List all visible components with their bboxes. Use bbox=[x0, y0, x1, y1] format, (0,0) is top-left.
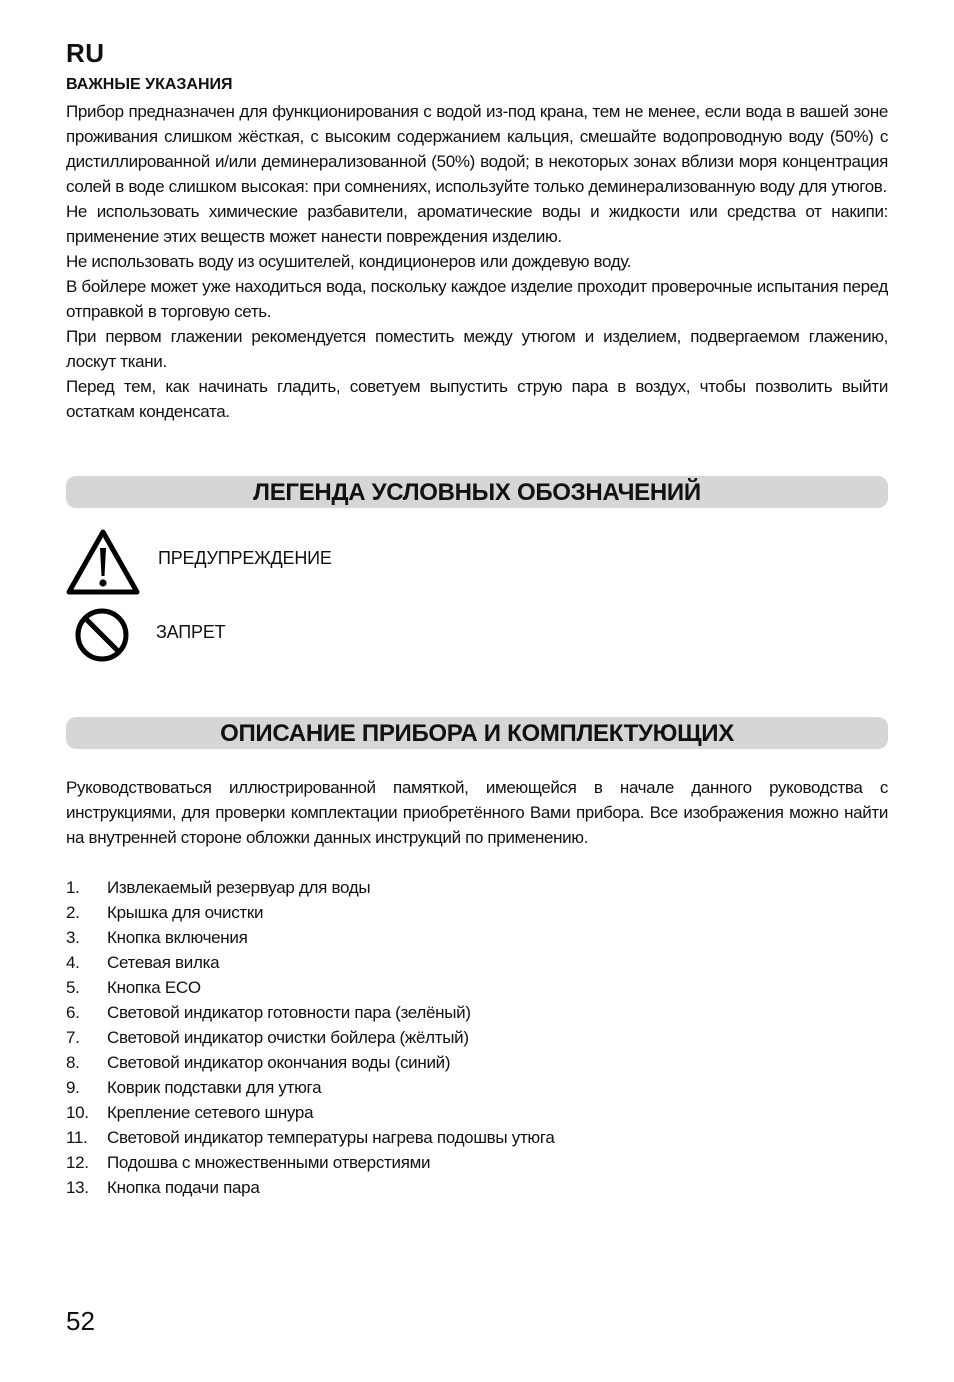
list-item bbox=[66, 1125, 888, 1150]
description-banner: ОПИСАНИЕ ПРИБОРА И КОМПЛЕКТУЮЩИХ bbox=[66, 717, 888, 749]
item-text: Подошва с множественными отверстиями bbox=[107, 1153, 431, 1172]
item-text: Световой индикатор готовности пара (зелёный) bbox=[107, 1003, 471, 1022]
item-text: Крышка для очистки bbox=[107, 903, 264, 922]
item-number: 5. bbox=[66, 978, 80, 997]
item-text: Извлекаемый резервуар для воды bbox=[107, 878, 371, 897]
list-item bbox=[66, 1075, 888, 1100]
item-number: 1. bbox=[66, 878, 80, 897]
list-item bbox=[66, 950, 888, 975]
list-item bbox=[66, 1000, 888, 1025]
list-item bbox=[66, 925, 888, 950]
item-text: Световой индикатор очистки бойлера (жёлтый) bbox=[107, 1028, 469, 1047]
item-text: Кнопка включения bbox=[107, 928, 248, 947]
prohibition-label: ЗАПРЕТ bbox=[156, 621, 226, 642]
item-number: 10. bbox=[66, 1103, 89, 1122]
note-paragraph: В бойлере может уже находиться вода, поскольку каждое изделие проходит проверочные испытания перед отправкой в торговую сеть. bbox=[66, 277, 888, 321]
item-number: 3. bbox=[66, 928, 80, 947]
item-number: 7. bbox=[66, 1028, 80, 1047]
item-text: Кнопка ECO bbox=[107, 978, 201, 997]
note-paragraph: Не использовать воду из осушителей, кондиционеров или дождевую воду. bbox=[66, 252, 632, 271]
components-list bbox=[66, 875, 888, 1200]
item-number: 6. bbox=[66, 1003, 80, 1022]
list-item bbox=[66, 1025, 888, 1050]
legend-banner: ЛЕГЕНДА УСЛОВНЫХ ОБОЗНАЧЕНИЙ bbox=[66, 476, 888, 508]
note-paragraph: При первом глажении рекомендуется поместить между утюгом и изделием, подвергаемом глажению, лоскут ткани. bbox=[66, 327, 888, 371]
list-item bbox=[66, 900, 888, 925]
important-notes bbox=[66, 99, 888, 424]
item-text: Световой индикатор окончания воды (синий) bbox=[107, 1053, 451, 1072]
item-number: 13. bbox=[66, 1178, 89, 1197]
note-paragraph: Не использовать химические разбавители, ароматические воды и жидкости или средства от накипи: применение этих веществ может нанести повреждения изделию. bbox=[66, 202, 888, 246]
description-intro: Руководствоваться иллюстрированной памяткой, имеющейся в начале данного руководства с инструкциями, для проверки комплектации приобретённого Вами прибора. Все изображения можно найти на внутренней стороне обложки данных инструкций по применению. bbox=[66, 778, 888, 847]
section-heading: ВАЖНЫЕ УКАЗАНИЯ bbox=[66, 76, 233, 93]
item-text: Коврик подставки для утюга bbox=[107, 1078, 322, 1097]
legend-warning-row bbox=[66, 528, 332, 596]
prohibition-icon bbox=[66, 607, 140, 663]
page-number: 52 bbox=[66, 1306, 95, 1336]
item-text: Кнопка подачи пара bbox=[107, 1178, 260, 1197]
item-text: Сетевая вилка bbox=[107, 953, 220, 972]
item-number: 8. bbox=[66, 1053, 80, 1072]
list-item bbox=[66, 1150, 888, 1175]
note-paragraph: Прибор предназначен для функционирования с водой из-под крана, тем не менее, если вода в вашей зоне проживания слишком жёсткая, с высоким содержанием кальция, смешайте водопроводную воду (50%) с дистиллированной и/или деминерализованной (50%) водой; в некоторых зонах вблизи моря концентрация солей в воде слишком высокая: при сомнениях, используйте только деминерализованную воду для утюгов. bbox=[66, 102, 888, 196]
warning-triangle-icon bbox=[66, 528, 140, 596]
list-item bbox=[66, 975, 888, 1000]
item-number: 9. bbox=[66, 1078, 80, 1097]
list-item bbox=[66, 1100, 888, 1125]
item-number: 2. bbox=[66, 903, 80, 922]
note-paragraph: Перед тем, как начинать гладить, советуем выпустить струю пара в воздух, чтобы позволить выйти остаткам конденсата. bbox=[66, 377, 888, 421]
item-text: Крепление сетевого шнура bbox=[107, 1103, 314, 1122]
item-number: 11. bbox=[66, 1128, 88, 1147]
legend-prohibition-row bbox=[66, 607, 225, 663]
list-item bbox=[66, 1175, 888, 1200]
item-number: 12. bbox=[66, 1153, 89, 1172]
language-code: RU bbox=[66, 38, 105, 68]
item-text: Световой индикатор температуры нагрева подошвы утюга bbox=[107, 1128, 555, 1147]
list-item bbox=[66, 875, 888, 900]
list-item bbox=[66, 1050, 888, 1075]
warning-label: ПРЕДУПРЕЖДЕНИЕ bbox=[158, 547, 332, 568]
item-number: 4. bbox=[66, 953, 80, 972]
